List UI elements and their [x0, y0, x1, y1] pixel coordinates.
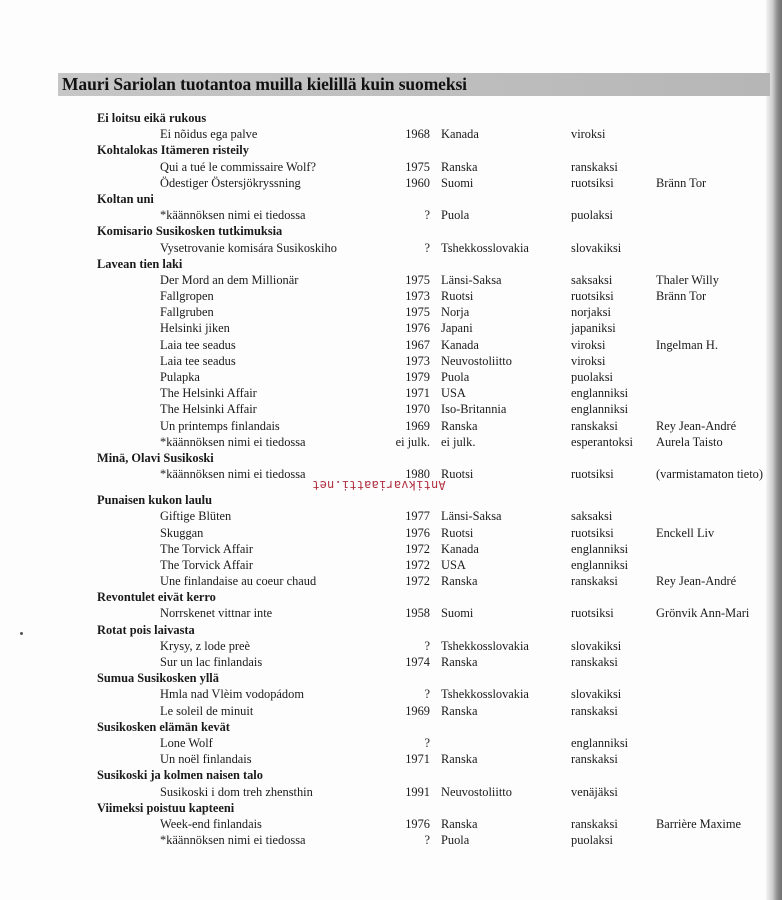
language: englanniksi	[571, 735, 629, 750]
translated-title: Pulapka	[160, 370, 200, 384]
translated-title: Fallgruben	[160, 305, 214, 320]
section-heading-row	[0, 256, 782, 272]
year: 1980	[405, 467, 430, 482]
translated-title: The Torvick Affair	[160, 541, 253, 556]
translated-title: Norrskenet vittnar inte	[160, 606, 273, 621]
translator: Thaler Willy	[656, 272, 719, 287]
year: 1969	[405, 703, 430, 718]
language: ranskaksi	[571, 159, 618, 174]
section-heading-row	[0, 800, 782, 816]
translated-title: Une finlandaise au coeur chaud	[160, 574, 317, 589]
translated-title: Le soleil de minuit	[160, 703, 254, 718]
original-title: Lavean tien laki	[97, 256, 183, 271]
original-title: Punaisen kukon laulu	[97, 493, 213, 508]
section-heading-row	[0, 767, 782, 783]
year: 1958	[405, 606, 430, 621]
year: ?	[424, 208, 430, 223]
language: englanniksi	[571, 402, 629, 417]
year: 1972	[405, 574, 430, 589]
translation-row	[0, 288, 782, 304]
language: englanniksi	[571, 541, 629, 556]
translated-title: *käännöksen nimi ei tiedossa	[160, 434, 306, 449]
country: Ranska	[441, 703, 478, 718]
translated-title: Vysetrovanie komisára Susikoskiho	[160, 240, 337, 255]
translated-title: Der Mord an dem Millionär	[160, 272, 299, 287]
translated-title: Hmla nad Vlèim vodopádom	[160, 687, 304, 702]
year: 1976	[405, 321, 430, 336]
translation-row	[0, 466, 782, 492]
section-header-bar	[58, 73, 770, 96]
country: Norja	[441, 305, 470, 320]
country: Iso-Britannia	[441, 402, 507, 417]
translator: Rey Jean-André	[656, 574, 737, 589]
original-title: Ei loitsu eikä rukous	[97, 111, 207, 125]
translation-row	[0, 703, 782, 719]
original-title: Kohtalokas Itämeren risteily	[97, 143, 249, 158]
language: ruotsiksi	[571, 289, 614, 304]
translated-title: *käännöksen nimi ei tiedossa	[160, 467, 306, 482]
translator: Barrière Maxime	[656, 816, 741, 831]
year: ?	[424, 687, 430, 702]
translated-title: Helsinki jiken	[160, 321, 230, 336]
translated-title: Week-end finlandais	[160, 816, 262, 831]
translation-row	[0, 353, 782, 369]
country: ei julk.	[441, 434, 476, 449]
language: ranskaksi	[571, 752, 618, 767]
translator: Aurela Taisto	[656, 434, 723, 449]
translation-row	[0, 605, 782, 621]
year: 1976	[405, 816, 430, 831]
translation-row	[0, 816, 782, 832]
translation-row	[0, 159, 782, 175]
translation-row	[0, 832, 782, 848]
translation-row	[0, 573, 782, 589]
section-heading-row	[0, 110, 782, 126]
original-title: Revontulet eivät kerro	[97, 590, 216, 605]
year: 1991	[405, 784, 430, 799]
country: Neuvostoliitto	[441, 784, 512, 799]
language: viroksi	[571, 353, 606, 368]
section-heading-row	[0, 670, 782, 686]
translated-title: Ei nõidus ega palve	[160, 127, 258, 142]
country: Tshekkosslovakia	[441, 687, 529, 702]
language: englanniksi	[571, 557, 629, 572]
translated-title: Laia tee seadus	[160, 337, 236, 352]
language: ruotsiksi	[571, 467, 614, 482]
language: englanniksi	[571, 386, 629, 401]
country: USA	[441, 386, 466, 401]
language: slovakiksi	[571, 638, 622, 653]
watermark: Antikvariaatti.net	[312, 478, 446, 493]
year: ?	[424, 735, 430, 750]
original-title: Koltan uni	[97, 191, 154, 206]
country: Ruotsi	[441, 467, 474, 482]
language: ranskaksi	[571, 703, 618, 718]
year: 1972	[405, 541, 430, 556]
year: 1969	[405, 418, 430, 433]
translation-row	[0, 638, 782, 654]
translated-title: Lone Wolf	[160, 735, 213, 750]
translation-row	[0, 385, 782, 401]
country: Suomi	[441, 606, 474, 621]
translation-row	[0, 525, 782, 541]
language: saksaksi	[571, 509, 613, 524]
country: Neuvostoliitto	[441, 353, 512, 368]
translation-row	[0, 735, 782, 751]
year: 1975	[405, 159, 430, 174]
translator: (varmistamaton tieto)	[656, 467, 764, 482]
section-heading-row	[0, 142, 782, 158]
translator: Enckell Liv	[656, 525, 715, 540]
translation-row	[0, 175, 782, 191]
year: 1979	[405, 370, 430, 384]
country: Länsi-Saksa	[441, 272, 502, 287]
section-heading-row	[0, 622, 782, 638]
translation-row	[0, 320, 782, 336]
original-title: Sumua Susikosken yllä	[97, 671, 219, 686]
language: ruotsiksi	[571, 175, 614, 190]
year: 1973	[405, 289, 430, 304]
translated-title: Giftige Blüten	[160, 509, 232, 524]
translated-title: Ödestiger Östersjökryssning	[160, 175, 301, 190]
translated-title: Un printemps finlandais	[160, 418, 280, 433]
language: puolaksi	[571, 833, 613, 848]
language: slovakiksi	[571, 687, 622, 702]
country: Ranska	[441, 418, 478, 433]
language: ruotsiksi	[571, 525, 614, 540]
country: Kanada	[441, 337, 479, 352]
translation-row	[0, 126, 782, 142]
translated-title: The Torvick Affair	[160, 557, 253, 572]
country: Suomi	[441, 175, 474, 190]
section-heading-row	[0, 719, 782, 735]
year: 1968	[405, 127, 430, 142]
country: USA	[441, 557, 466, 572]
year: 1976	[405, 525, 430, 540]
country: Japani	[441, 321, 473, 336]
translator: Grönvik Ann-Mari	[656, 606, 750, 621]
translator: Rey Jean-André	[656, 418, 737, 433]
year: 1971	[405, 752, 430, 767]
section-heading-row	[0, 191, 782, 207]
language: saksaksi	[571, 272, 613, 287]
country: Ruotsi	[441, 525, 474, 540]
country: Kanada	[441, 127, 479, 142]
translations-list	[0, 110, 782, 848]
translated-title: Skuggan	[160, 525, 204, 540]
language: esperantoksi	[571, 434, 633, 449]
original-title: Rotat pois laivasta	[97, 622, 195, 637]
translation-row	[0, 434, 782, 450]
year: ?	[424, 240, 430, 255]
year: 1971	[405, 386, 430, 401]
page-title: Mauri Sariolan tuotantoa muilla kielillä kuin suomeksi	[62, 74, 467, 94]
translated-title: The Helsinki Affair	[160, 402, 257, 417]
language: viroksi	[571, 337, 606, 352]
year: ?	[424, 833, 430, 848]
country: Ranska	[441, 816, 478, 831]
language: ranskaksi	[571, 655, 618, 669]
translation-row	[0, 686, 782, 702]
translated-title: Susikoski i dom treh zhensthin	[160, 784, 313, 799]
country: Tshekkosslovakia	[441, 240, 529, 255]
country: Puola	[441, 370, 470, 384]
translated-title: Sur un lac finlandais	[160, 655, 263, 669]
country: Puola	[441, 833, 470, 848]
country: Ranska	[441, 159, 478, 174]
translation-row	[0, 541, 782, 557]
translation-row	[0, 337, 782, 353]
country: Kanada	[441, 541, 479, 556]
language: ranskaksi	[571, 574, 618, 589]
original-title: Minä, Olavi Susikoski	[97, 450, 214, 465]
translation-row	[0, 272, 782, 288]
language: viroksi	[571, 127, 606, 142]
translation-row	[0, 751, 782, 767]
language: norjaksi	[571, 305, 611, 320]
country: Puola	[441, 208, 470, 223]
translated-title: Laia tee seadus	[160, 353, 236, 368]
translation-row	[0, 557, 782, 573]
translator: Bränn Tor	[656, 289, 707, 304]
year: 1970	[405, 402, 430, 417]
country: Ruotsi	[441, 289, 474, 304]
translated-title: The Helsinki Affair	[160, 386, 257, 401]
translator: Bränn Tor	[656, 175, 707, 190]
language: venäjäksi	[571, 784, 618, 799]
language: slovakiksi	[571, 240, 622, 255]
scan-speck	[20, 632, 23, 635]
country: Ranska	[441, 574, 478, 589]
year: 1973	[405, 353, 430, 368]
translated-title: *käännöksen nimi ei tiedossa	[160, 208, 306, 223]
year: 1975	[405, 272, 430, 287]
translated-title: Fallgropen	[160, 289, 214, 304]
section-heading-row	[0, 223, 782, 239]
language: puolaksi	[571, 370, 613, 384]
year: 1975	[405, 305, 430, 320]
language: ruotsiksi	[571, 606, 614, 621]
translation-row	[0, 207, 782, 223]
year: 1974	[405, 655, 430, 669]
original-title: Komisario Susikosken tutkimuksia	[97, 224, 283, 239]
section-heading-row	[0, 589, 782, 605]
original-title: Susikosken elämän kevät	[97, 719, 230, 734]
year: 1960	[405, 175, 430, 190]
section-heading-row	[0, 492, 782, 508]
translation-row	[0, 508, 782, 524]
year: 1977	[405, 509, 430, 524]
country: Ranska	[441, 655, 478, 669]
translator: Ingelman H.	[656, 337, 718, 352]
translation-row	[0, 654, 782, 670]
language: ranskaksi	[571, 418, 618, 433]
language: ranskaksi	[571, 816, 618, 831]
language: japaniksi	[571, 321, 616, 336]
original-title: Viimeksi poistuu kapteeni	[97, 800, 235, 815]
country: Tshekkosslovakia	[441, 638, 529, 653]
year: 1967	[405, 337, 430, 352]
section-heading-row	[0, 450, 782, 466]
translation-row	[0, 240, 782, 256]
translation-row	[0, 304, 782, 320]
translation-row	[0, 418, 782, 434]
original-title: Susikoski ja kolmen naisen talo	[97, 768, 263, 783]
translation-row	[0, 401, 782, 417]
translated-title: Krysy, z lode preè	[160, 638, 251, 653]
translation-row	[0, 369, 782, 385]
country: Ranska	[441, 752, 478, 767]
translation-row	[0, 784, 782, 800]
translated-title: Un noël finlandais	[160, 752, 252, 767]
year: ?	[424, 638, 430, 653]
year: 1972	[405, 557, 430, 572]
year: ei julk.	[395, 434, 430, 449]
translated-title: *käännöksen nimi ei tiedossa	[160, 833, 306, 848]
translated-title: Qui a tué le commissaire Wolf?	[160, 159, 317, 174]
language: puolaksi	[571, 208, 613, 223]
country: Länsi-Saksa	[441, 509, 502, 524]
